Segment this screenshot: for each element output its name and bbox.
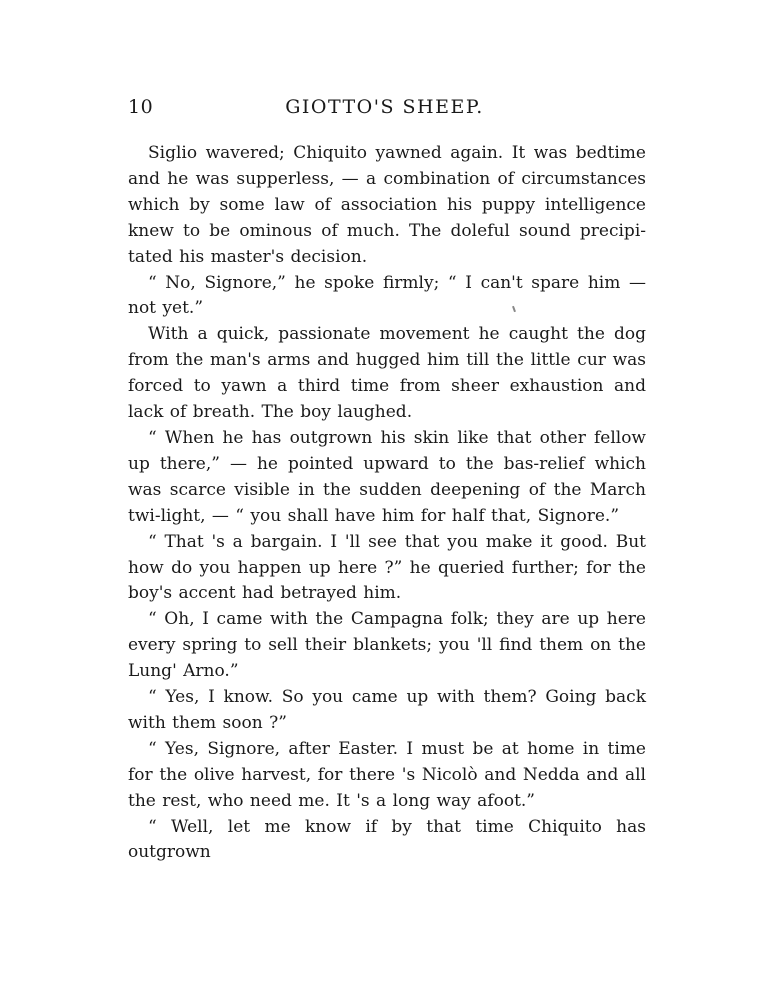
paragraph: “ When he has outgrown his skin like that other fellow up there,” — he pointed upward to the bas-relief which was scarce visible in the sudden deepening of the March twi-light, — “ you shall have him for half that, Signore.”	[128, 427, 646, 526]
paragraph: “ Yes, I know. So you came up with them? Going back with them soon ?”	[128, 687, 646, 733]
paragraph: “ No, Signore,” he spoke firmly; “ I can't spare him — not yet.”	[128, 272, 646, 319]
running-title: GIOTTO'S SHEEP.	[285, 96, 484, 118]
paragraph: “ Yes, Signore, after Easter. I must be at home in time for the olive harvest, for there 's Nicolò and Nedda and all the rest, who need me. It 's a long way afoot.”	[128, 738, 646, 811]
paragraph: “ Well, let me know if by that time Chiquito has outgrown	[128, 816, 646, 863]
body-text	[128, 141, 646, 866]
page-number: 10	[128, 96, 154, 118]
paragraph: With a quick, passionate movement he caught the dog from the man's arms and hugged him till the little cur was forced to yawn a third time from sheer exhaustion and lack of breath. The boy laughed.	[128, 324, 646, 423]
paragraph: “ That 's a bargain. I 'll see that you make it good. But how do you happen up here ?” he queried further; for the boy's accent had betrayed him.	[128, 531, 646, 604]
paragraph: “ Oh, I came with the Campagna folk; they are up here every spring to sell their blankets; you 'll find them on the Lung' Arno.”	[128, 609, 646, 682]
paragraph: Siglio wavered; Chiquito yawned again. It was bedtime and he was supperless, — a combination of circumstances which by some law of association his puppy intelligence knew to be ominous of much. The doleful sound precipi-tated his master's decision.	[128, 143, 646, 267]
